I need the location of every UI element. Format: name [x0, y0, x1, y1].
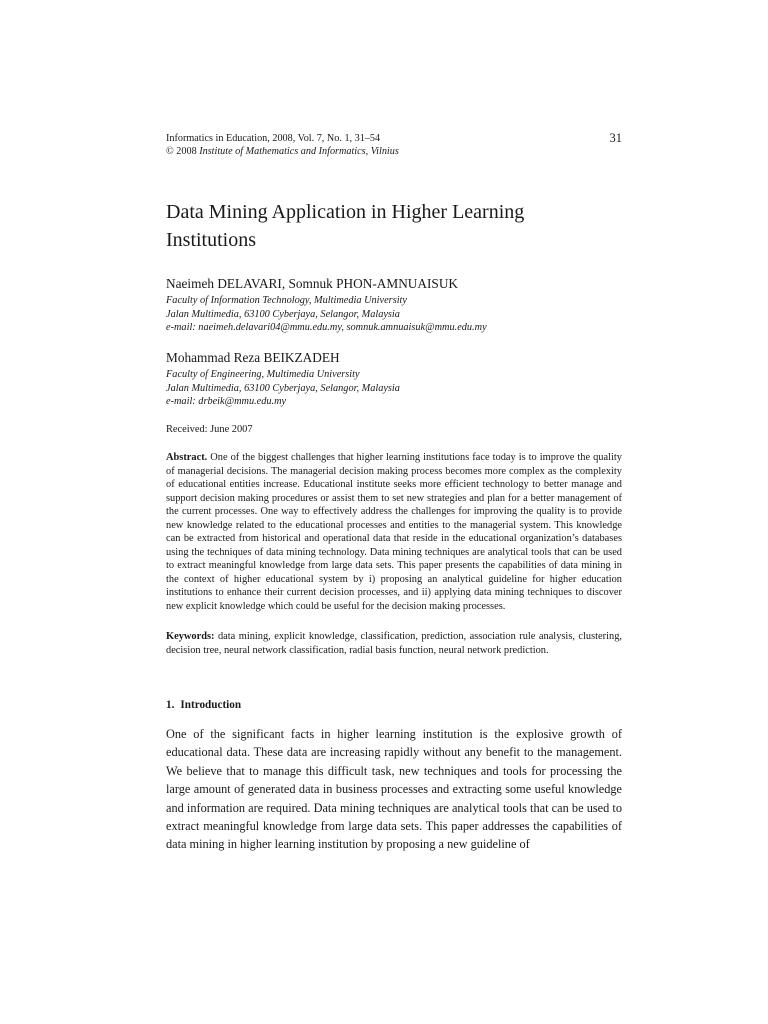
- journal-citation: Informatics in Education, 2008, Vol. 7, No. 1, 31–54: [166, 133, 381, 144]
- section-number: 1.: [166, 699, 175, 711]
- author-names: Mohammad Reza BEIKZADEH: [166, 350, 340, 365]
- keywords: [166, 630, 622, 657]
- section-heading: [166, 698, 247, 712]
- author-address: Jalan Multimedia, 63100 Cyberjaya, Selangor, Malaysia: [166, 308, 400, 320]
- abstract-label: Abstract.: [166, 452, 208, 463]
- keywords-label: Keywords:: [166, 631, 215, 642]
- author-address: Jalan Multimedia, 63100 Cyberjaya, Selangor, Malaysia: [166, 382, 400, 394]
- author-names: Naeimeh DELAVARI, Somnuk PHON-AMNUAISUK: [166, 276, 459, 291]
- author-affiliation: Faculty of Information Technology, Multimedia University: [166, 295, 407, 306]
- abstract: [166, 451, 622, 614]
- copyright-prefix: © 2008: [166, 146, 200, 157]
- abstract-text: One of the biggest challenges that higher learning institutions face today is to improve the quality of managerial decisions. The managerial decision making process becomes more complex as the complexity of educational entities increase. Educational institute seeks more efficient technology to better manage and support decision making procedures or assist them to set new strategies and plan for a better management of the current processes. One way to effectively address the challenges for improving the quality is to provide new knowledge related to the educational processes and entities to the managerial system. This knowledge can be extracted from historical and operational data that reside in the educational organization’s databases using the techniques of data mining technology. Data mining techniques are analytical tools that can be used to extract meaningful knowledge from large data sets. This paper presents the capabilities of data mining in the context of higher educational system by i) proposing an analytical guideline for higher education institutions to enhance their current decision processes, and ii) applying data mining techniques to discover new explicit knowledge which could be useful for the decision making processes.: [166, 452, 622, 613]
- section-title: Introduction: [180, 699, 242, 711]
- publisher-institute: Institute of Mathematics and Informatics, Vilnius: [199, 146, 399, 157]
- author-group-1: [166, 275, 626, 335]
- copyright-line: [166, 145, 622, 158]
- author-group-2: [166, 349, 626, 409]
- author-email: e-mail: drbeik@mmu.edu.my: [166, 396, 287, 407]
- page-number: 31: [609, 131, 622, 145]
- running-header: [166, 132, 622, 158]
- received-date: Received: June 2007: [166, 424, 253, 435]
- paper-title: Data Mining Application in Higher Learning Institutions: [166, 201, 525, 251]
- author-affiliation: Faculty of Engineering, Multimedia University: [166, 369, 360, 380]
- author-email: e-mail: naeimeh.delavari04@mmu.edu.my, somnuk.amnuaisuk@mmu.edu.my: [166, 322, 487, 333]
- keywords-text: data mining, explicit knowledge, classification, prediction, association rule analysis, clustering, decision tree, neural network classification, radial basis function, neural network prediction.: [166, 631, 622, 656]
- introduction-paragraph: One of the significant facts in higher learning institution is the explosive growth of educational data. These data are increasing rapidly without any benefit to the management. We believe that to manage this difficult task, new techniques and tools for processing the large amount of generated data in business processes and extracting some useful knowledge and information are required. Data mining techniques are analytical tools that can be used to extract meaningful knowledge from large data sets. This paper addresses the capabilities of data mining in higher learning institution by proposing a new guideline of: [166, 727, 622, 852]
